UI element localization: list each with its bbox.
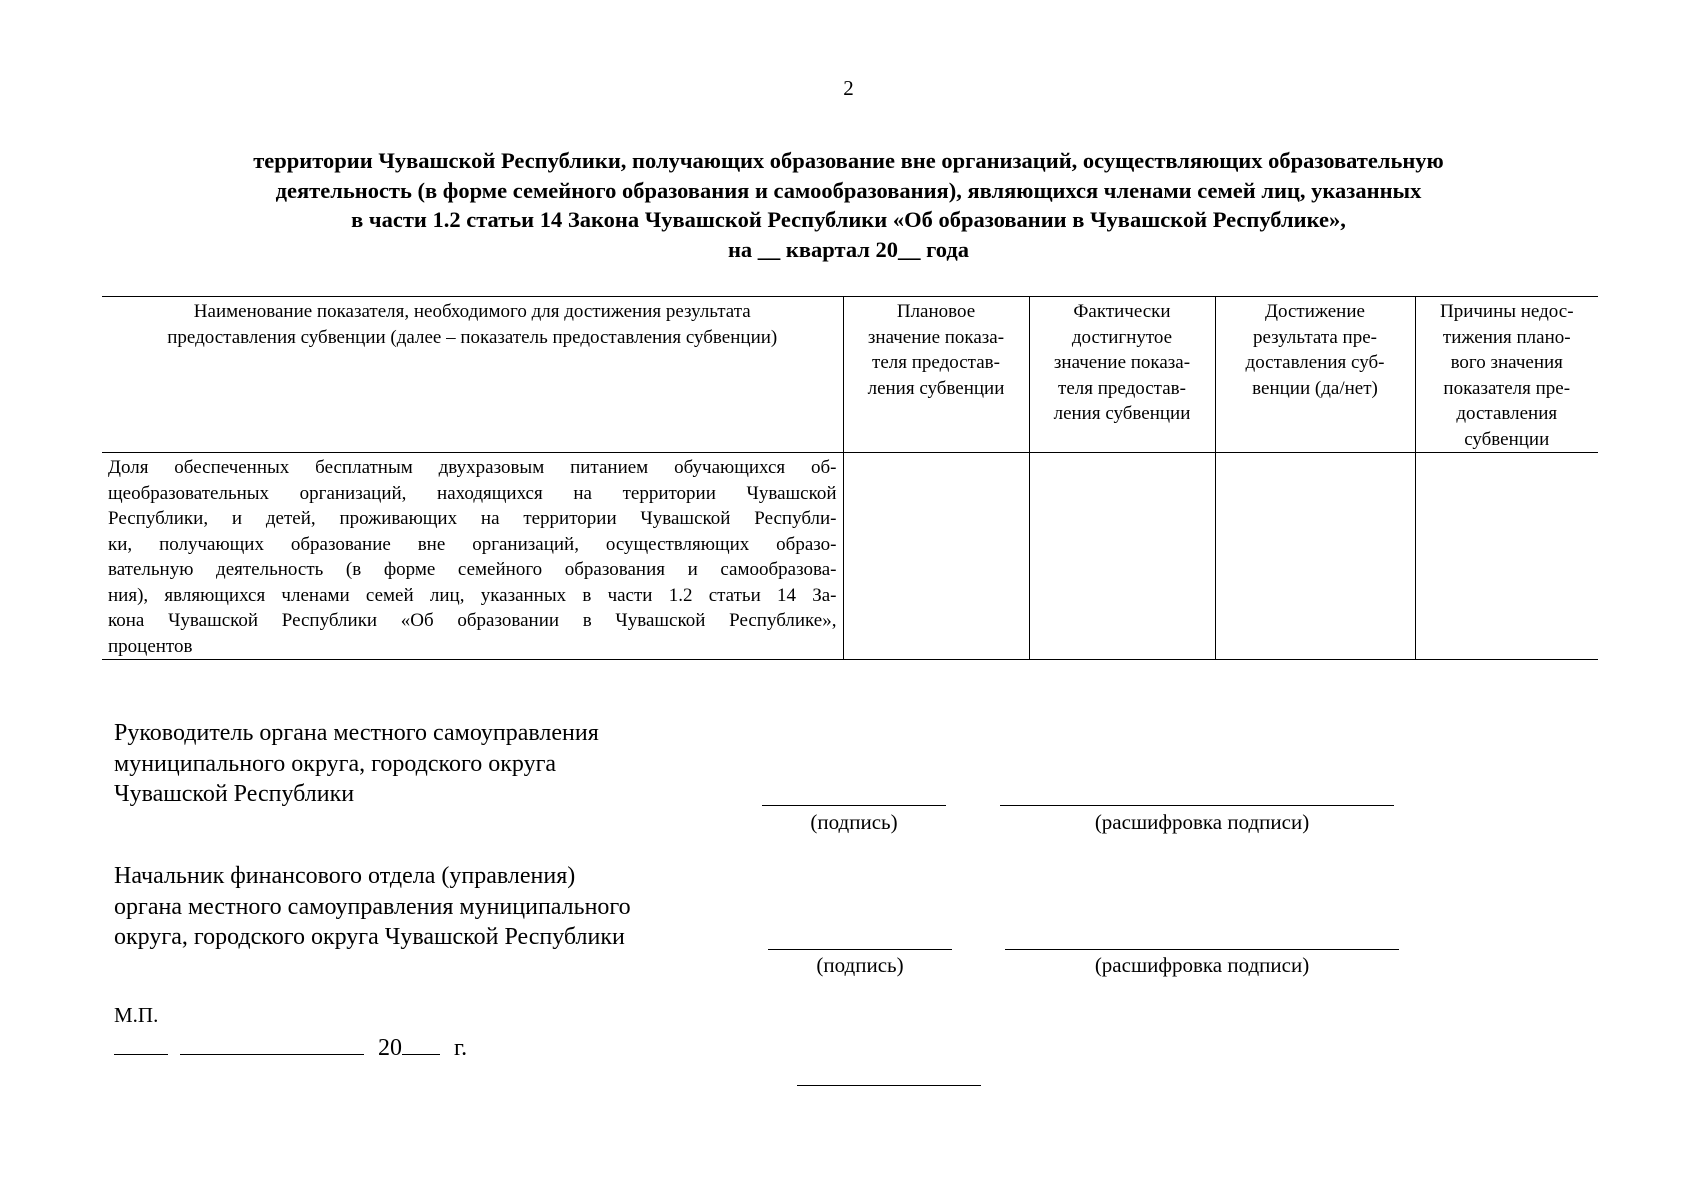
- reasons-cell[interactable]: [1415, 453, 1598, 660]
- result-achieved-cell[interactable]: [1215, 453, 1415, 660]
- document-title: [100, 146, 1597, 264]
- header-reasons: Причины недос- тижения плано- вого значения показателя пре- доставления субвенции: [1415, 297, 1598, 453]
- head-decode-caption: (расшифровка подписи): [1094, 810, 1310, 834]
- bottom-separator-line: [797, 1085, 981, 1086]
- date-year-prefix: 20: [378, 1035, 402, 1061]
- finance-signature-line[interactable]: [768, 949, 952, 950]
- title-line: в части 1.2 статьи 14 Закона Чувашской Республики «Об образовании в Чувашской Республике»,: [351, 207, 1346, 232]
- stamp-label: М.П.: [114, 1003, 159, 1027]
- planned-value-cell[interactable]: [843, 453, 1029, 660]
- date-day-blank[interactable]: [114, 1030, 168, 1055]
- head-signature-caption: (подпись): [810, 810, 898, 834]
- header-planned-value: Плановое значение показа- теля предостав- ления субвенции: [843, 297, 1029, 453]
- date-suffix: г.: [454, 1035, 468, 1061]
- indicator-name-cell: Доля обеспеченных бесплатным двухразовым питанием обучающихся об- щеобразовательных организаций, находящихся на территории Чувашской Республики, и детей, проживающих на территории Чувашской Республи- ки, получающих образование вне организаций, осуществляющих образо- вательную деятельность (в форме семейного образования и самообразова- ния), являющихся членами семей лиц, указанных в части 1.2 статьи 14 За- кона Чувашской Республики «Об образовании в Чувашской Республике», процентов: [108, 457, 837, 657]
- title-line: территории Чувашской Республики, получающих образование вне организаций, осуществляющих образовательную: [253, 148, 1444, 173]
- header-actual-value: Фактически достигнутое значение показа- теля предостав- ления субвенции: [1029, 297, 1215, 453]
- finance-signature-decode-line[interactable]: [1005, 949, 1399, 950]
- finance-signatory-title: Начальник финансового отдела (управления) органа местного самоуправления муниципального округа, городского округа Чувашской Республики: [114, 863, 631, 950]
- date-field: [114, 1030, 467, 1062]
- head-signature-decode-line[interactable]: [1000, 805, 1394, 806]
- date-year-blank[interactable]: [402, 1030, 440, 1055]
- title-line: на __ квартал 20__ года: [727, 236, 970, 262]
- header-result-achieved: Достижение результата пре- доставления суб- венции (да/нет): [1215, 297, 1415, 453]
- page-number: 2: [843, 76, 854, 100]
- title-line: деятельность (в форме семейного образования и самообразования), являющихся членами семей лиц, указанных: [275, 177, 1422, 203]
- header-indicator-name: Наименование показателя, необходимого для достижения результата предоставления субвенции (далее – показатель предоставления субвенции): [167, 301, 778, 348]
- table-header-row: [102, 297, 1598, 453]
- head-signature-line[interactable]: [762, 805, 946, 806]
- finance-decode-caption: (расшифровка подписи): [1094, 953, 1310, 977]
- indicator-table: [102, 296, 1598, 660]
- finance-signature-caption: (подпись): [816, 953, 904, 977]
- date-month-blank[interactable]: [180, 1030, 364, 1055]
- table-row: [102, 453, 1598, 660]
- head-signatory-title: Руководитель органа местного самоуправления муниципального округа, городского округа Чувашской Республики: [114, 720, 599, 807]
- actual-value-cell[interactable]: [1029, 453, 1215, 660]
